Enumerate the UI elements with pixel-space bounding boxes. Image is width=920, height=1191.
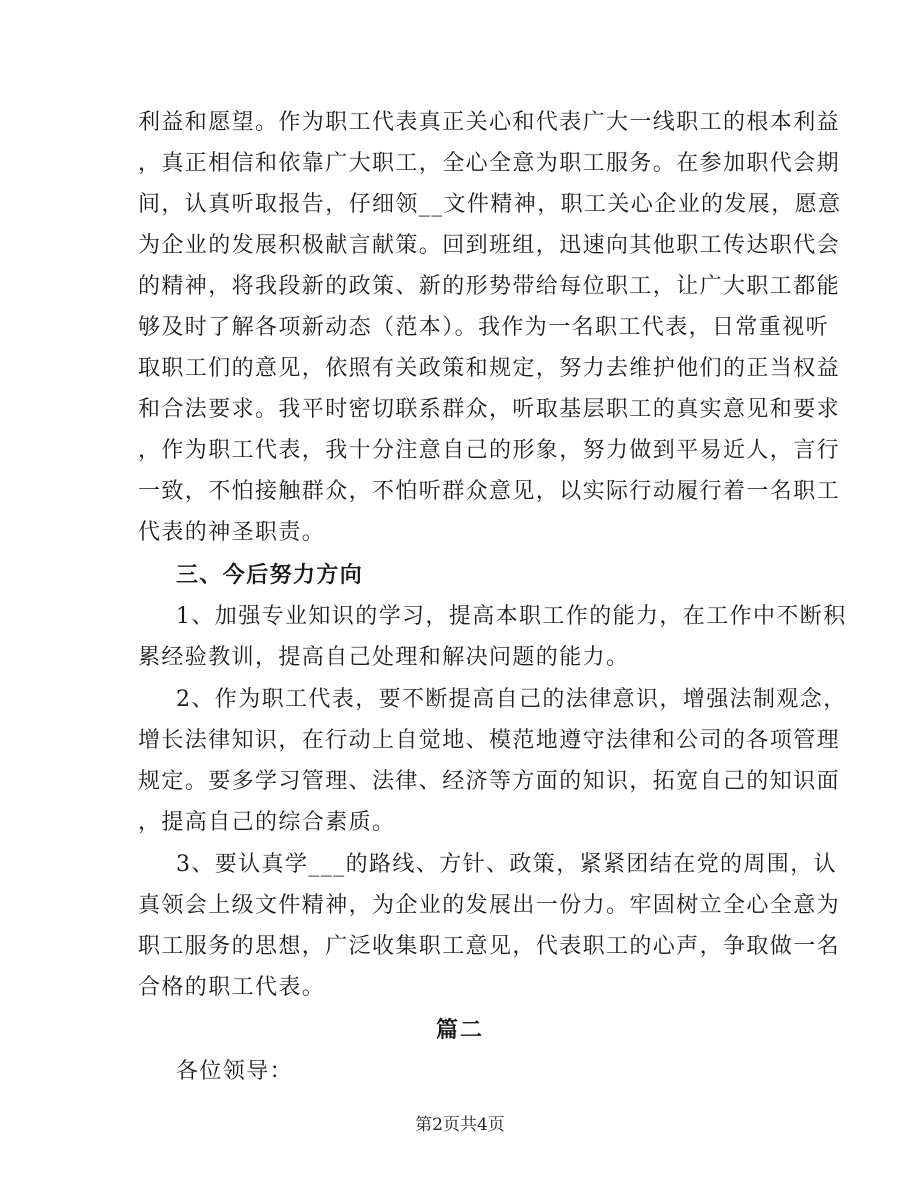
body-line: 一致，不怕接触群众，不怕听群众意见，以实际行动履行着一名职工 [138,479,841,504]
section-heading: 三、今后努力方向 [176,562,364,588]
page-number: 第2页共4页 [415,1115,505,1135]
list-item-line: 2、作为职工代表，要不断提高自己的法律意识，增强法制观念， [176,687,847,712]
list-item-line: 职工服务的思想，广泛收集职工意见，代表职工的心声，争取做一名 [138,934,841,959]
list-item-line: 累经验教训，提高自己处理和解决问题的能力。 [138,645,630,670]
list-item-line: 规定。要多学习管理、法律、经济等方面的知识，拓宽自己的知识面 [138,769,841,794]
body-line: 的精神，将我段新的政策、新的形势带给每位职工，让广大职工都能 [138,274,841,299]
body-line: 取职工们的意见，依照有关政策和规定，努力去维护他们的正当权益 [138,356,841,381]
body-line: 为企业的发展积极献言献策。回到班组，迅速向其他职工传达职代会 [138,233,841,258]
section-title: 篇二 [435,1017,484,1043]
list-item-line: 增长法律知识，在行动上自觉地、模范地遵守法律和公司的各项管理 [138,728,841,753]
body-line: 够及时了解各项新动态（范本）。我作为一名职工代表，日常重视听 [138,315,830,340]
body-line: ，作为职工代表，我十分注意自己的形象，努力做到平易近人，言行 [138,438,841,463]
list-item-line: 1、加强专业知识的学习，提高本职工作的能力，在工作中不断积 [176,604,847,629]
salutation: 各位领导： [176,1059,294,1084]
list-item-line: 3、要认真学___的路线、方针、政策，紧紧团结在党的周围，认 [176,852,837,877]
body-line: 间，认真听取报告，仔细领__文件精神，职工关心企业的发展，愿意 [138,192,842,217]
list-item-line: 合格的职工代表。 [138,975,326,1000]
body-line: 代表的神圣职责。 [138,520,326,545]
list-item-line: 真领会上级文件精神，为企业的发展出一份力。牢固树立全心全意为 [138,893,841,918]
body-line: 和合法要求。我平时密切联系群众，听取基层职工的真实意见和要求 [138,397,841,422]
body-line: ，真正相信和依靠广大职工，全心全意为职工服务。在参加职代会期 [138,151,841,176]
list-item-line: ，提高自己的综合素质。 [138,810,396,835]
body-line: 利益和愿望。作为职工代表真正关心和代表广大一线职工的根本利益 [138,110,841,135]
